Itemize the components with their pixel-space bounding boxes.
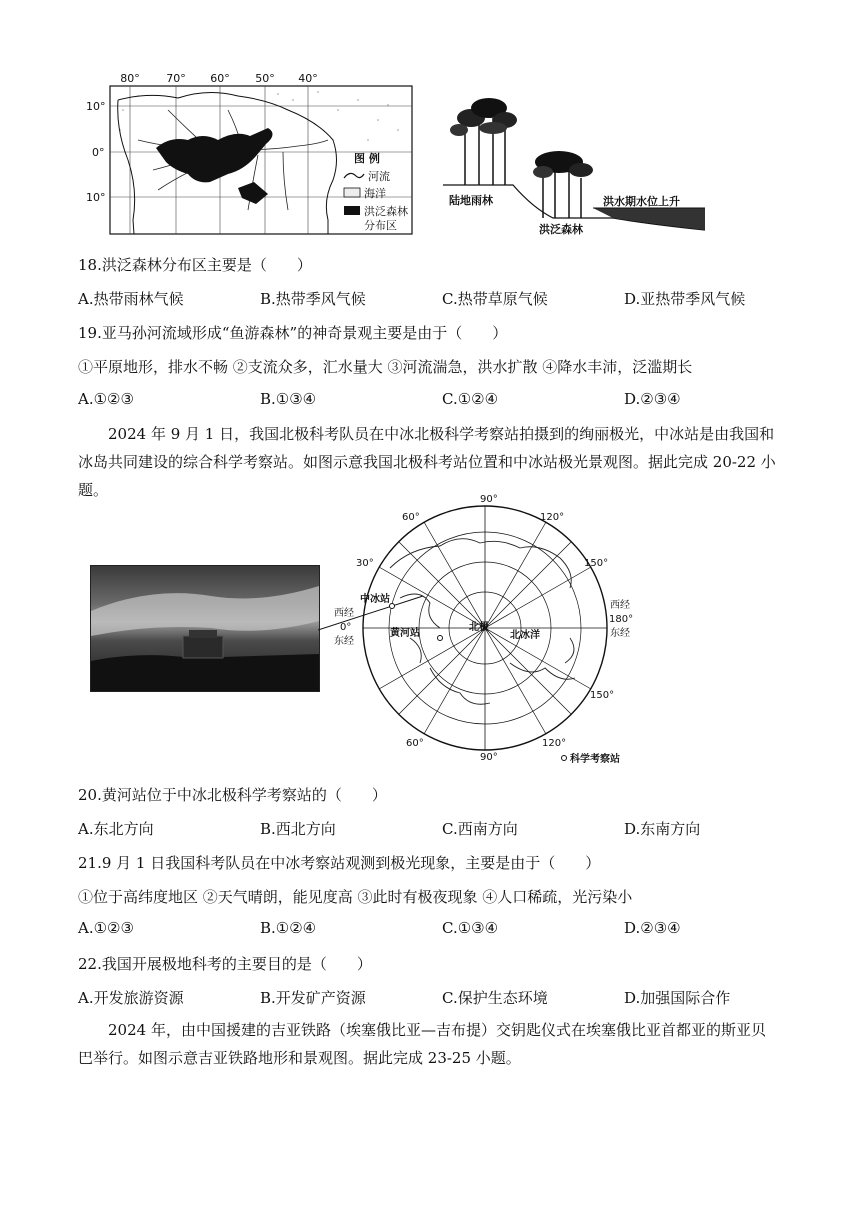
map-label-150-top: 150° bbox=[584, 558, 609, 569]
map-label-90-bottom: 90° bbox=[480, 752, 498, 763]
water-body bbox=[593, 208, 705, 230]
legend-title: 图 例 bbox=[354, 152, 380, 165]
lon-label: 50° bbox=[255, 72, 275, 85]
q18-option-d: D.亚热带季风气候 bbox=[624, 290, 746, 308]
station-legend-label: 科学考察站 bbox=[570, 754, 620, 765]
huanghe-station-marker bbox=[438, 636, 443, 641]
lon-label: 80° bbox=[120, 72, 140, 85]
latitude-labels bbox=[86, 100, 106, 204]
q21-option-c: C.①③④ bbox=[442, 919, 499, 937]
map-label-30: 30° bbox=[356, 558, 374, 569]
q21-option-d: D.②③④ bbox=[624, 919, 681, 937]
longitude-labels bbox=[120, 72, 318, 85]
intro-railway: 2024 年，由中国援建的吉亚铁路（埃塞俄比亚—吉布提）交钥匙仪式在埃塞俄比亚首都亚的斯亚贝巴举行。如图示意吉亚铁路地形和景观图。据此完成 23-25 小题。 bbox=[78, 1021, 766, 1067]
map-label-120-bottom: 120° bbox=[542, 738, 567, 749]
q18-option-c: C.热带草原气候 bbox=[442, 290, 548, 308]
map-label-150-bottom: 150° bbox=[590, 690, 615, 701]
flood-forest-trees bbox=[533, 151, 593, 218]
label-land-rainforest: 陆地雨林 bbox=[449, 194, 493, 207]
q18-stem: 18.洪泛森林分布区主要是（ ） bbox=[78, 256, 312, 274]
amazon-map-figure bbox=[78, 70, 428, 240]
label-water-rise: 洪水期水位上升 bbox=[603, 195, 680, 208]
lat-label: 0° bbox=[92, 146, 105, 159]
legend-forest-2: 分布区 bbox=[364, 219, 397, 232]
forest-legend-icon bbox=[344, 206, 360, 215]
west-label-3: 东经 bbox=[334, 636, 354, 647]
lon-label: 60° bbox=[210, 72, 230, 85]
north-pole-label: 北极 bbox=[469, 622, 489, 633]
ocean-legend-icon bbox=[344, 188, 360, 197]
q22-option-b: B.开发矿产资源 bbox=[260, 989, 366, 1007]
q22-option-c: C.保护生态环境 bbox=[442, 989, 548, 1007]
lon-label: 70° bbox=[166, 72, 186, 85]
west-label-1: 西经 bbox=[334, 608, 354, 619]
west-label-2: 0° bbox=[340, 622, 352, 633]
label-flood-forest: 洪泛森林 bbox=[539, 223, 583, 236]
lat-label: 10° bbox=[86, 100, 106, 113]
intro-arctic: 2024 年 9 月 1 日，我国北极科考队员在中冰北极科学考察站拍摄到的绚丽极光，中冰站是由我国和冰岛共同建设的综合科学考察站。如图示意我国北极科考站位置和中冰站极光景观图。据此完成 20-22 小题。 bbox=[78, 425, 776, 499]
q19-option-b: B.①③④ bbox=[260, 390, 317, 408]
q19-statements: ①平原地形，排水不畅 ②支流众多，汇水量大 ③河流湍急，洪水扩散 ④降水丰沛，泛滥期长 bbox=[78, 358, 693, 376]
map-label-60-top: 60° bbox=[402, 512, 420, 523]
east-meridian-label bbox=[609, 599, 633, 639]
aurora-photo bbox=[90, 565, 320, 692]
q21-option-a: A.①②③ bbox=[78, 919, 134, 937]
q22-stem: 22.我国开展极地科考的主要目的是（ ） bbox=[78, 955, 372, 973]
lat-label: 10° bbox=[86, 191, 106, 204]
q19-option-a: A.①②③ bbox=[78, 390, 134, 408]
q21-statements: ①位于高纬度地区 ②天气晴朗，能见度高 ③此时有极夜现象 ④人口稀疏，光污染小 bbox=[78, 888, 633, 906]
legend-forest: 洪泛森林 bbox=[364, 205, 408, 218]
huanghe-station-label: 黄河站 bbox=[390, 628, 420, 639]
q20-option-c: C.西南方向 bbox=[442, 820, 518, 838]
q22-option-a: A.开发旅游资源 bbox=[78, 989, 184, 1007]
map-label-60-bottom: 60° bbox=[406, 738, 424, 749]
map-label-90-top: 90° bbox=[480, 494, 498, 505]
q20-option-a: A.东北方向 bbox=[78, 820, 154, 838]
station-legend-icon bbox=[562, 756, 567, 761]
q22-option-d: D.加强国际合作 bbox=[624, 989, 731, 1007]
zhongbing-station-marker bbox=[390, 604, 395, 609]
east-label-2: 180° bbox=[609, 614, 634, 625]
arctic-ocean-label: 北冰洋 bbox=[510, 630, 540, 641]
rainforest-trees bbox=[450, 98, 517, 185]
lon-label: 40° bbox=[298, 72, 318, 85]
q20-stem: 20.黄河站位于中冰北极科学考察站的（ ） bbox=[78, 786, 387, 804]
flood-forest-profile bbox=[443, 90, 705, 240]
q20-option-d: D.东南方向 bbox=[624, 820, 701, 838]
legend-ocean: 海洋 bbox=[364, 187, 386, 200]
aurora-photo-art bbox=[91, 566, 319, 691]
q19-stem: 19.亚马孙河流域形成“鱼游森林”的神奇景观主要是由于（ ） bbox=[78, 324, 508, 342]
q21-stem: 21.9 月 1 日我国科考队员在中冰考察站观测到极光现象，主要是由于（ ） bbox=[78, 854, 601, 872]
legend-river: 河流 bbox=[368, 170, 390, 183]
q20-option-b: B.西北方向 bbox=[260, 820, 336, 838]
q18-option-b: B.热带季风气候 bbox=[260, 290, 366, 308]
west-meridian-label bbox=[334, 607, 354, 647]
east-label-3: 东经 bbox=[610, 628, 630, 639]
arctic-map-figure bbox=[330, 488, 640, 768]
q21-option-b: B.①②④ bbox=[260, 919, 317, 937]
q18-option-a: A.热带雨林气候 bbox=[78, 290, 184, 308]
q19-option-c: C.①②④ bbox=[442, 390, 499, 408]
east-label-1: 西经 bbox=[610, 600, 630, 611]
map-label-120-top: 120° bbox=[540, 512, 565, 523]
q19-option-d: D.②③④ bbox=[624, 390, 681, 408]
zhongbing-station-label: 中冰站 bbox=[360, 594, 390, 605]
